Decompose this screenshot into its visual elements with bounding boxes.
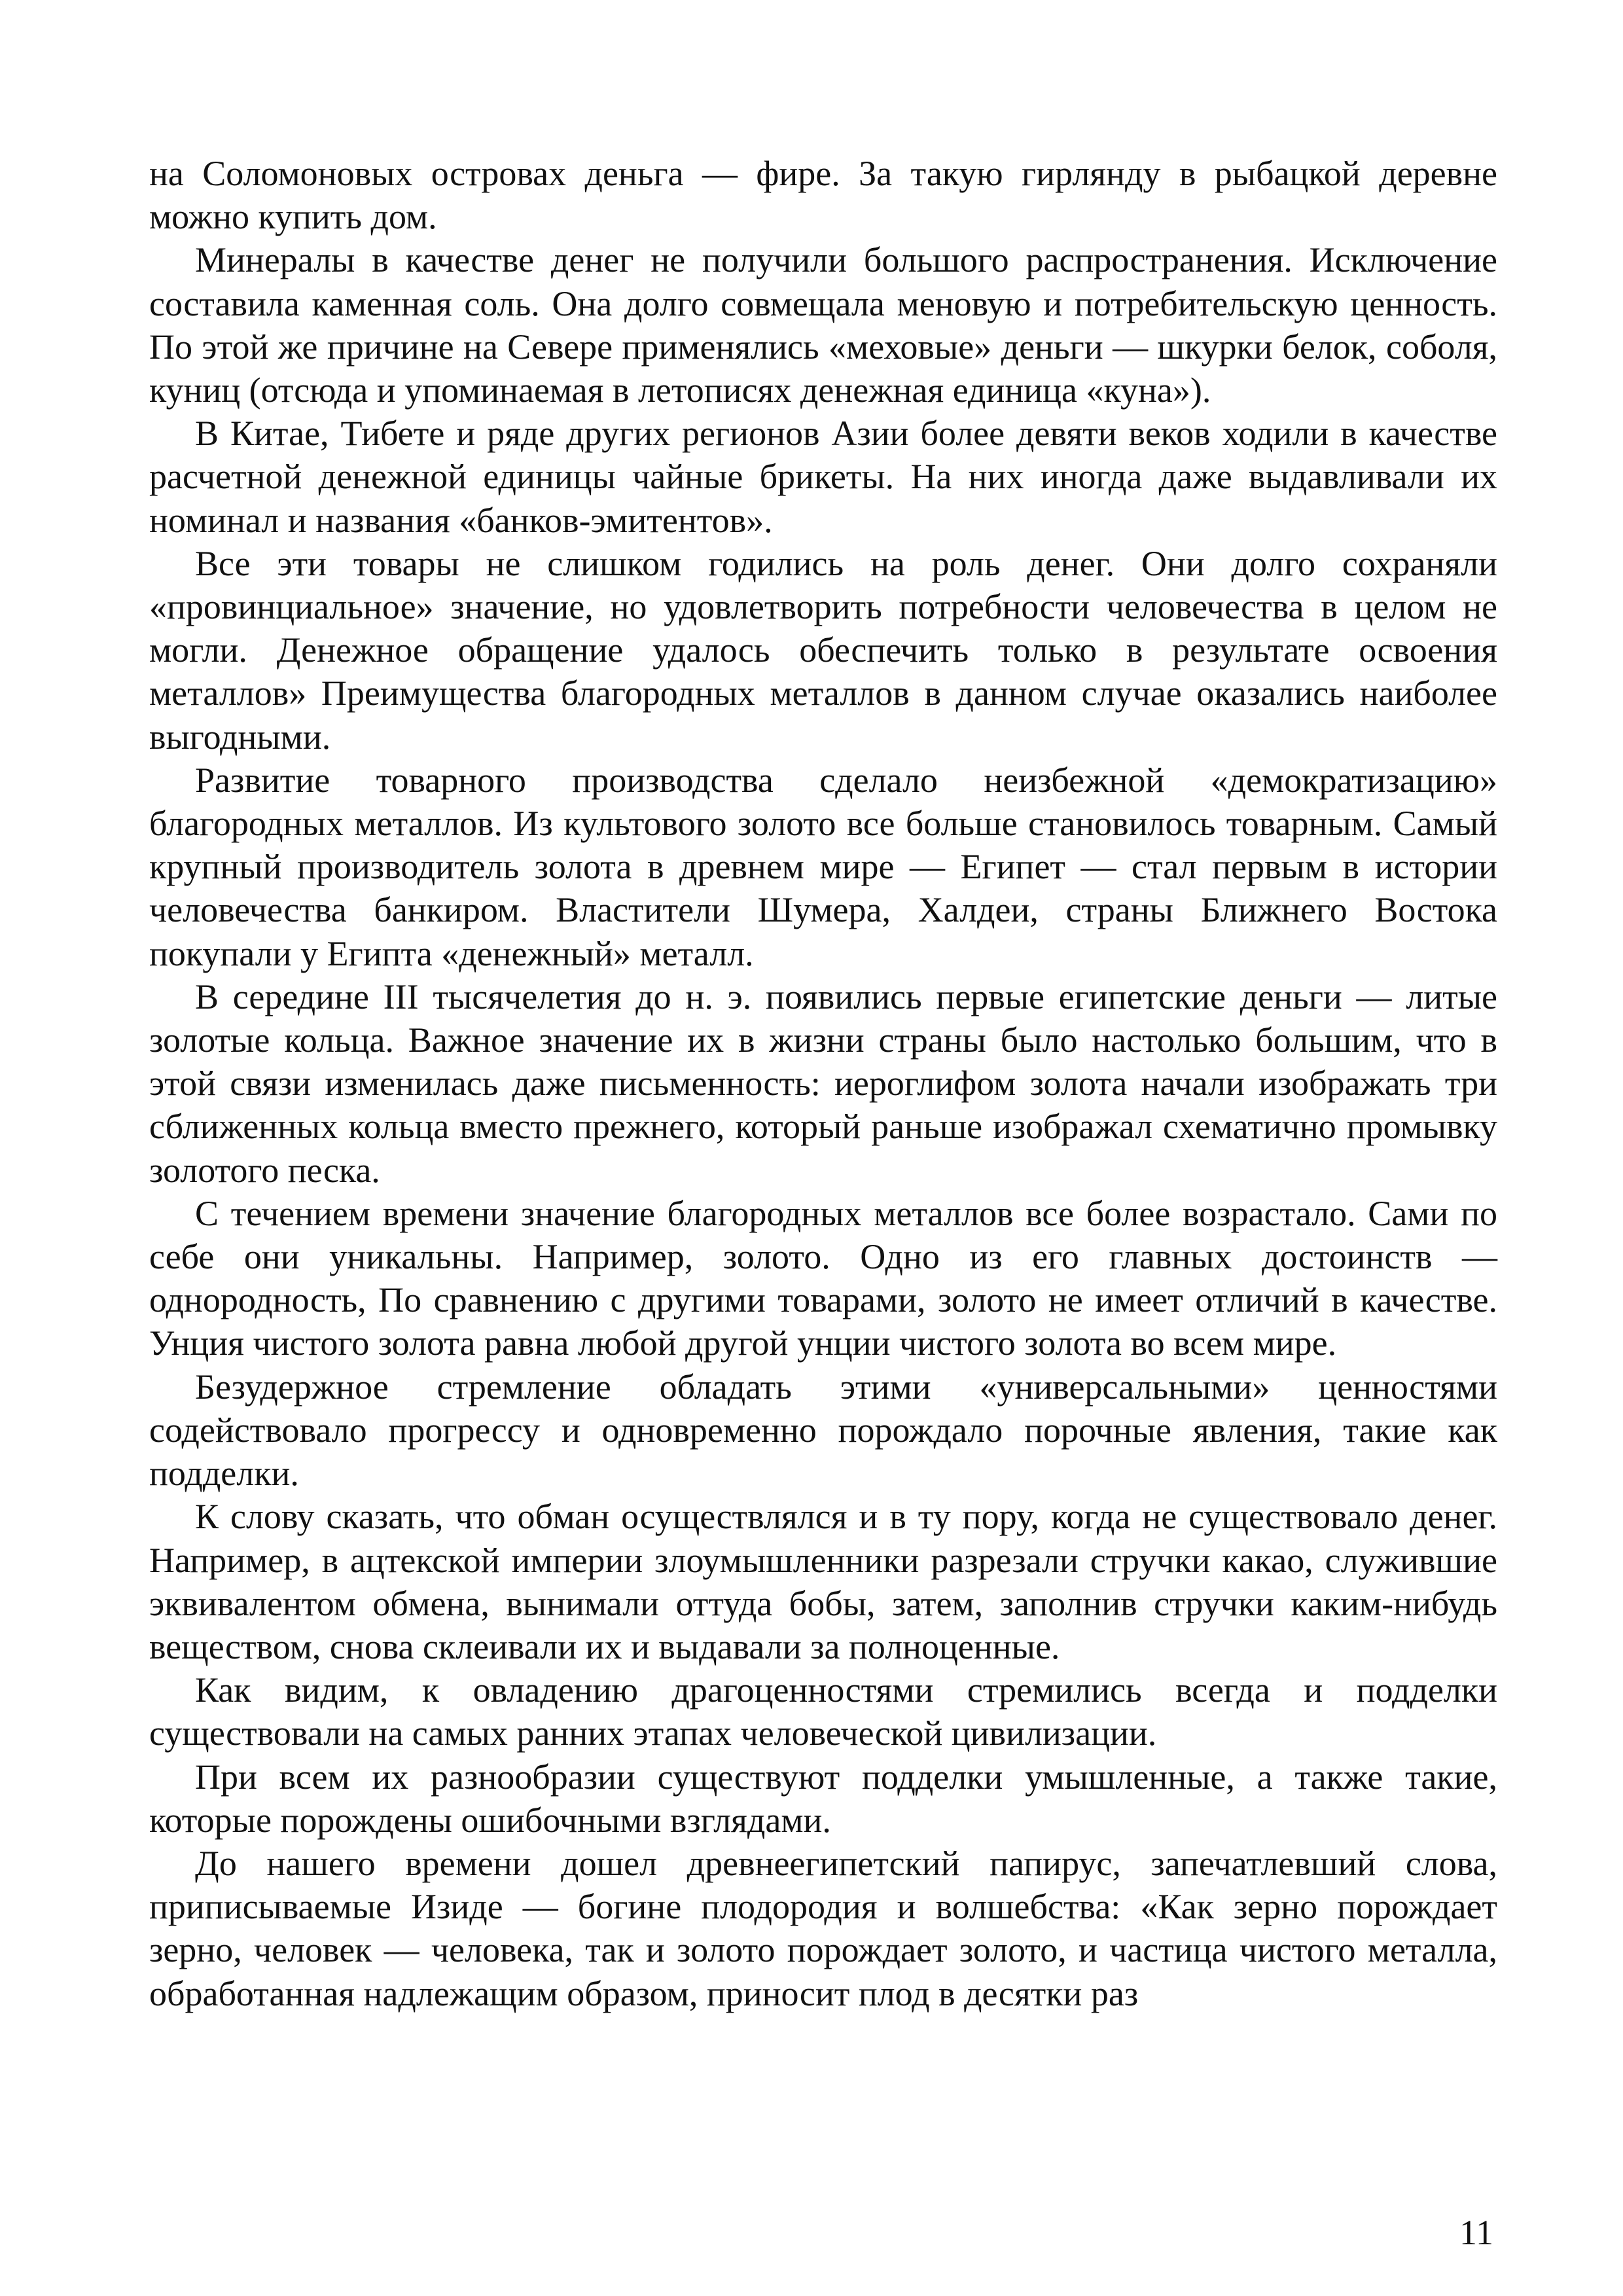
- paragraph: Безудержное стремление обладать этими «универсальными» ценностями содействовало прогрессу и одновременно порождало порочные явления, такие как подделки.: [149, 1367, 1497, 1494]
- paragraph-continued: До нашего времени дошел древнеегипетский папирус, запечатлевший слова, приписываемые Изиде — богине плодородия и волшебства: «Как зерно порождает зерно, человек — человека, так и золото порождает золото, и частица чистого металла, обработанная надлежащим образом, приносит плод в десятки раз: [149, 1843, 1497, 2013]
- paragraph: К слову сказать, что обман осуществлялся и в ту пору, когда не существовало денег. Например, в ацтекской империи злоумышленники разрезали стручки какао, служившие эквивалентом обмена, вынимали оттуда бобы, затем, заполнив стручки каким-нибудь веществом, снова склеивали их и выдавали за полноценные.: [149, 1497, 1497, 1666]
- paragraph: Все эти товары не слишком годились на роль денег. Они долго сохраняли «провинциальное» значение, но удовлетворить потребности человечества в целом не могли. Денежное обращение удалось обеспечить только в результате освоения металлов» Преимущества благородных металлов в данном случае оказались наиболее выгодными.: [149, 543, 1497, 757]
- paragraph: С течением времени значение благородных металлов все более возрастало. Сами по себе они уникальны. Например, золото. Одно из его главных достоинств — однородность, По сравнению с другими товарами, золото не имеет отличий в качестве. Унция чистого золота равна любой другой унции чистого золота во всем мире.: [149, 1193, 1497, 1363]
- paragraph: Развитие товарного производства сделало неизбежной «демократизацию» благородных металлов. Из культового золото все больше становилось товарным. Самый крупный производитель золота в древнем мире — Египет — стал первым в истории человечества банкиром. Властители Шумера, Халдеи, страны Ближнего Востока покупали у Египта «денежный» металл.: [149, 760, 1497, 973]
- paragraph: Минералы в качестве денег не получили большого распространения. Исключение составила каменная соль. Она долго совмещала меновую и потребительскую ценность. По этой же причине на Севере применялись «меховые» деньги — шкурки белок, соболя, куниц (отсюда и упоминаемая в летописях денежная единица «куна»).: [149, 240, 1497, 410]
- page-number: 11: [1459, 2213, 1493, 2252]
- paragraph: Как видим, к овладению драгоценностями стремились всегда и подделки существовали на самых ранних этапах человеческой цивилизации.: [149, 1670, 1497, 1753]
- body-text: [149, 152, 1497, 2015]
- paragraph: В Китае, Тибете и ряде других регионов Азии более девяти веков ходили в качестве расчетной денежной единицы чайные брикеты. На них иногда даже выдавливали их номинал и названия «банков-эмитентов».: [149, 414, 1497, 540]
- paragraph-continuation: на Соломоновых островах деньга — фире. За такую гирлянду в рыбацкой деревне можно купить дом.: [149, 154, 1497, 237]
- paragraph: В середине III тысячелетия до н. э. появились первые египетские деньги — литые золотые кольца. Важное значение их в жизни страны было настолько большим, что в этой связи изменилась даже письменность: иероглифом золота начали изображать три сближенных кольца вместо прежнего, который раньше изображал схематично промывку золотого песка.: [149, 977, 1497, 1190]
- paragraph: При всем их разнообразии существуют подделки умышленные, а также такие, которые порождены ошибочными взглядами.: [149, 1757, 1497, 1840]
